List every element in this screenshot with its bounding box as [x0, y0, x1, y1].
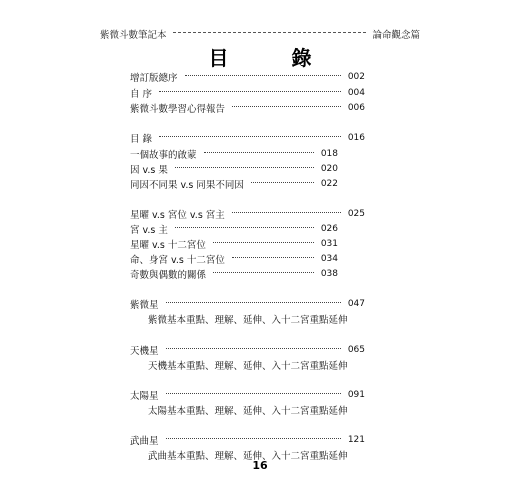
toc-entry — [130, 206, 365, 222]
toc-entry — [130, 236, 338, 252]
dot-leader — [166, 302, 341, 303]
toc-entry-label: 星曜 v.s 十二宮位 — [130, 240, 206, 251]
toc-entry-label: 目 錄 — [130, 134, 153, 145]
toc-entry-page: 034 — [320, 254, 338, 264]
dot-leader — [204, 152, 314, 153]
toc-entry — [130, 342, 365, 358]
dot-leader — [232, 212, 341, 213]
toc-subentry: 武曲基本重點、理解、延伸、入十二宮重點延伸 — [148, 451, 348, 462]
toc-entry-label: 命、身宮 v.s 十二宮位 — [130, 255, 225, 266]
toc-entry — [130, 251, 338, 267]
toc-entry-page: 004 — [347, 88, 365, 98]
running-header — [100, 27, 420, 41]
toc-entry-label: 奇數與偶數的關係 — [130, 270, 207, 281]
toc-entry-page: 026 — [320, 224, 338, 234]
toc-entry-page: 047 — [347, 299, 365, 309]
toc-entry — [130, 69, 365, 85]
dot-leader — [159, 91, 341, 92]
toc-entry — [130, 161, 338, 177]
toc-entry-label: 太陽星 — [130, 391, 159, 402]
toc-entry-page: 006 — [347, 103, 365, 113]
dot-leader — [175, 227, 314, 228]
toc-entry — [130, 146, 338, 162]
dot-leader — [159, 136, 341, 137]
toc-entry-page: 091 — [347, 390, 365, 400]
toc-entry — [130, 296, 365, 312]
dot-leader — [166, 348, 341, 349]
toc-entry-label: 武曲星 — [130, 436, 159, 447]
dot-leader — [232, 257, 314, 258]
toc-entry-page: 065 — [347, 345, 365, 355]
toc-subentry: 紫微基本重點、理解、延伸、入十二宮重點延伸 — [148, 315, 348, 326]
toc-entry-label: 紫微星 — [130, 300, 159, 311]
toc-entry — [130, 85, 365, 101]
toc-entry-page: 002 — [347, 72, 365, 82]
dot-leader — [251, 182, 314, 183]
toc-entry-page: 031 — [320, 239, 338, 249]
toc-entry — [130, 432, 365, 448]
toc-entry — [130, 387, 365, 403]
toc-entry-label: 自 序 — [130, 89, 153, 100]
page-number: 16 — [252, 459, 268, 472]
toc-entry-label: 宮 v.s 主 — [130, 225, 168, 236]
dot-leader — [166, 393, 341, 394]
toc-entry-page: 121 — [347, 435, 365, 445]
toc-entry — [130, 176, 338, 192]
page-title: 目 錄 — [208, 46, 340, 70]
toc-entry-label: 紫微斗數學習心得報告 — [130, 104, 226, 115]
dot-leader — [175, 167, 314, 168]
toc-entry-label: 同因不同果 v.s 同果不同因 — [130, 180, 244, 191]
toc-entry-page: 022 — [320, 179, 338, 189]
dot-leader — [185, 75, 341, 76]
toc-entry-page: 016 — [347, 133, 365, 143]
toc-entry-page: 018 — [320, 149, 338, 159]
toc-subentry: 天機基本重點、理解、延伸、入十二宮重點延伸 — [148, 361, 348, 372]
toc-entry-label: 天機星 — [130, 346, 159, 357]
header-book-title: 紫微斗數筆記本 — [100, 30, 167, 41]
toc-entry — [130, 266, 338, 282]
dot-leader — [213, 272, 314, 273]
toc-entry — [130, 221, 338, 237]
toc-entry-label: 因 v.s 果 — [130, 165, 168, 176]
toc-entry-label: 增訂版總序 — [130, 73, 178, 84]
toc-entry-label: 一個故事的啟蒙 — [130, 150, 197, 161]
header-dashed-rule — [173, 32, 367, 33]
toc-entry-page: 038 — [320, 269, 338, 279]
toc-subentry: 太陽基本重點、理解、延伸、入十二宮重點延伸 — [148, 406, 348, 417]
toc-entry-page: 025 — [347, 209, 365, 219]
header-section-title: 論命觀念篇 — [372, 30, 420, 41]
toc-entry — [130, 100, 365, 116]
toc-entry-page: 020 — [320, 164, 338, 174]
toc-entry-label: 星曜 v.s 宮位 v.s 宮主 — [130, 210, 225, 221]
dot-leader — [232, 106, 341, 107]
dot-leader — [166, 438, 341, 439]
toc-entry — [130, 130, 365, 146]
dot-leader — [213, 242, 314, 243]
